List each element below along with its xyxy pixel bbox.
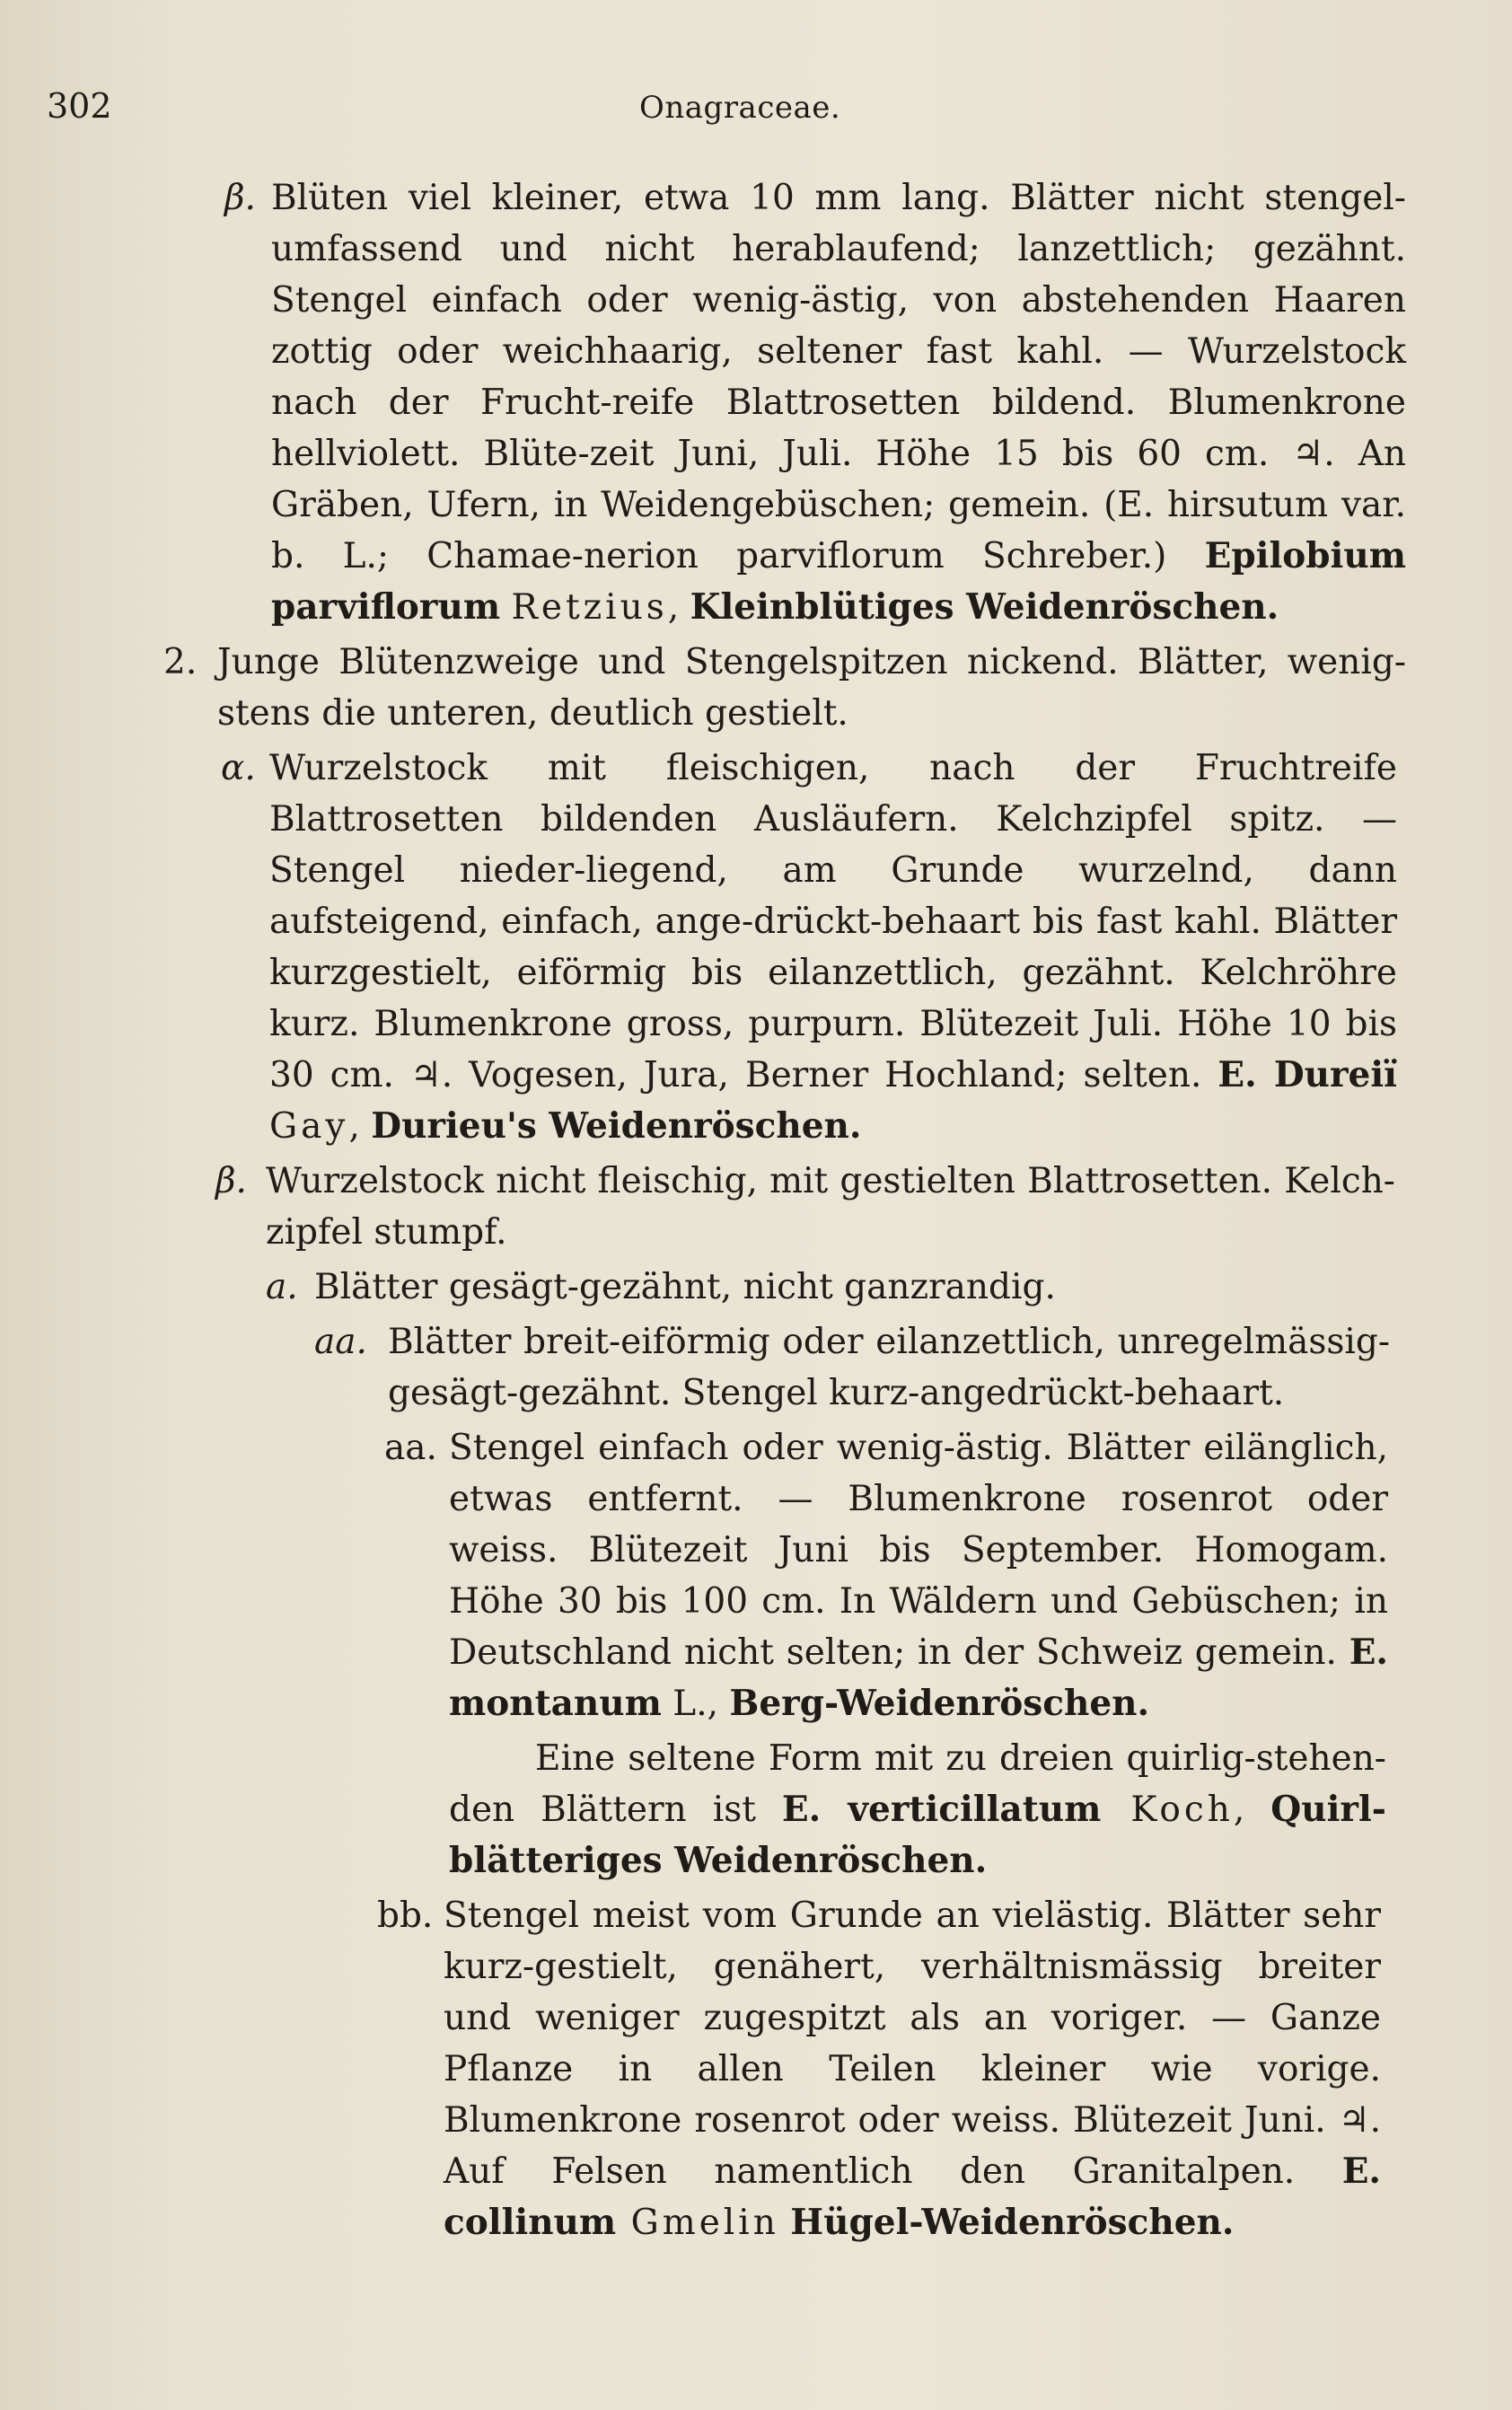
entry-body	[269, 743, 1397, 1152]
species-author: L.	[661, 1684, 708, 1724]
entry-description: Wurzelstock nicht fleischig, mit gestielten Blattrosetten. Kelch-zipfel stumpf.	[266, 1161, 1395, 1253]
species-author: Retzius	[511, 587, 668, 628]
entry-description: Blätter breit-eiförmig oder eilanzettlich, unregelmässig-gesägt-gezähnt. Stengel kurz-angedrückt-behaart.	[388, 1322, 1390, 1413]
key-entry-bb-collinum	[0, 1890, 1512, 2248]
entry-body	[271, 172, 1406, 633]
separator: ,	[348, 1106, 372, 1147]
entry-label: bb.	[377, 1895, 434, 1936]
entry-label: β.	[224, 178, 256, 218]
key-entry-beta-parviflorum	[0, 172, 1512, 633]
common-name: Kleinblütiges Weidenröschen.	[690, 586, 1279, 628]
entry-label: aa.	[314, 1322, 367, 1362]
common-name: Durieu's Weidenröschen.	[371, 1105, 862, 1147]
entry-body	[444, 1890, 1381, 2248]
entry-body	[449, 1733, 1386, 1887]
key-entry-beta-rootstock	[0, 1156, 1512, 1258]
separator: ,	[667, 587, 690, 628]
key-entry-aa-leaves	[0, 1316, 1512, 1419]
entry-label: aa.	[384, 1428, 437, 1468]
entry-description: Stengel einfach oder wenig-ästig. Blätter eilänglich, etwas entfernt. — Blumenkrone rosenrot oder weiss. Blütezeit Juni bis September. Homogam. Höhe 30 bis 100 cm. In Wäldern und Gebüschen; in Deutschland nicht selten; in der Schweiz gemein.	[449, 1428, 1388, 1673]
species-author: Koch	[1101, 1790, 1234, 1830]
page-header	[47, 86, 1458, 133]
page-number: 302	[47, 86, 112, 126]
separator: ,	[1233, 1790, 1271, 1830]
entry-label: 2.	[163, 642, 198, 682]
species-name: E. verticillatum	[781, 1789, 1102, 1830]
entry-label: a.	[266, 1267, 298, 1307]
separator: ,	[707, 1684, 730, 1724]
species-name: E. montanum	[449, 1632, 1388, 1724]
entry-description: Eine seltene Form mit zu dreien quirlig-stehen-den Blättern ist	[449, 1738, 1386, 1830]
entry-description: Blätter gesägt-gezähnt, nicht ganzrandig.	[314, 1267, 1056, 1307]
entry-description: Stengel meist vom Grunde an vielästig. Blätter sehr kurz-gestielt, genähert, verhältnismässig breiter und weniger zugespitzt als an voriger. — Ganze Pflanze in allen Teilen kleiner wie vorige. Blumenkrone rosenrot oder weiss. Blütezeit Juni. ♃. Auf Felsen namentlich den Granitalpen.	[444, 1895, 1381, 2192]
common-name: Quirl-blätteriges Weidenröschen.	[449, 1789, 1386, 1881]
key-entry-alpha-durieui	[0, 743, 1512, 1152]
key-entry-a	[0, 1262, 1512, 1313]
entry-body	[449, 1422, 1388, 1729]
running-head: Onagraceae.	[639, 90, 841, 126]
key-entry-2	[0, 637, 1512, 739]
note-verticillatum	[0, 1733, 1512, 1887]
species-name: E. collinum	[444, 2151, 1381, 2243]
common-name: Hügel-Weidenröschen.	[790, 2202, 1235, 2243]
entry-label: α.	[221, 748, 256, 788]
species-author: Gay	[269, 1106, 349, 1147]
species-name: E. Dureiï	[1218, 1054, 1397, 1095]
entry-description: Junge Blütenzweige und Stengelspitzen nickend. Blätter, wenig-stens die unteren, deutlich gestielt.	[217, 642, 1406, 734]
species-name: Epilobium parviflorum	[271, 535, 1406, 628]
common-name: Berg-Weidenröschen.	[729, 1683, 1150, 1724]
species-author: Gmelin	[616, 2203, 779, 2243]
separator	[779, 2203, 790, 2243]
entry-description: Blüten viel kleiner, etwa 10 mm lang. Blätter nicht stengel-umfassend und nicht herablaufend; lanzettlich; gezähnt. Stengel einfach oder wenig-ästig, von abstehenden Haaren zottig oder weichhaarig, seltener fast kahl. — Wurzelstock nach der Frucht-reife Blattrosetten bildend. Blumenkrone hellviolett. Blüte-zeit Juni, Juli. Höhe 15 bis 60 cm. ♃. An Gräben, Ufern, in Weidengebüschen; gemein. (E. hirsutum var. b. L.; Chamae-nerion parviflorum Schreber.)	[271, 178, 1406, 576]
page-text	[0, 172, 1512, 2252]
entry-description: Wurzelstock mit fleischigen, nach der Fruchtreife Blattrosetten bildenden Ausläufern. Kelchzipfel spitz. — Stengel nieder-liegend, am Grunde wurzelnd, dann aufsteigend, einfach, ange-drückt-behaart bis fast kahl. Blätter kurzgestielt, eiförmig bis eilanzettlich, gezähnt. Kelchröhre kurz. Blumenkrone gross, purpurn. Blütezeit Juli. Höhe 10 bis 30 cm. ♃. Vogesen, Jura, Berner Hochland; selten.	[269, 748, 1397, 1095]
key-entry-aa-montanum	[0, 1422, 1512, 1729]
entry-label: β.	[215, 1161, 247, 1201]
